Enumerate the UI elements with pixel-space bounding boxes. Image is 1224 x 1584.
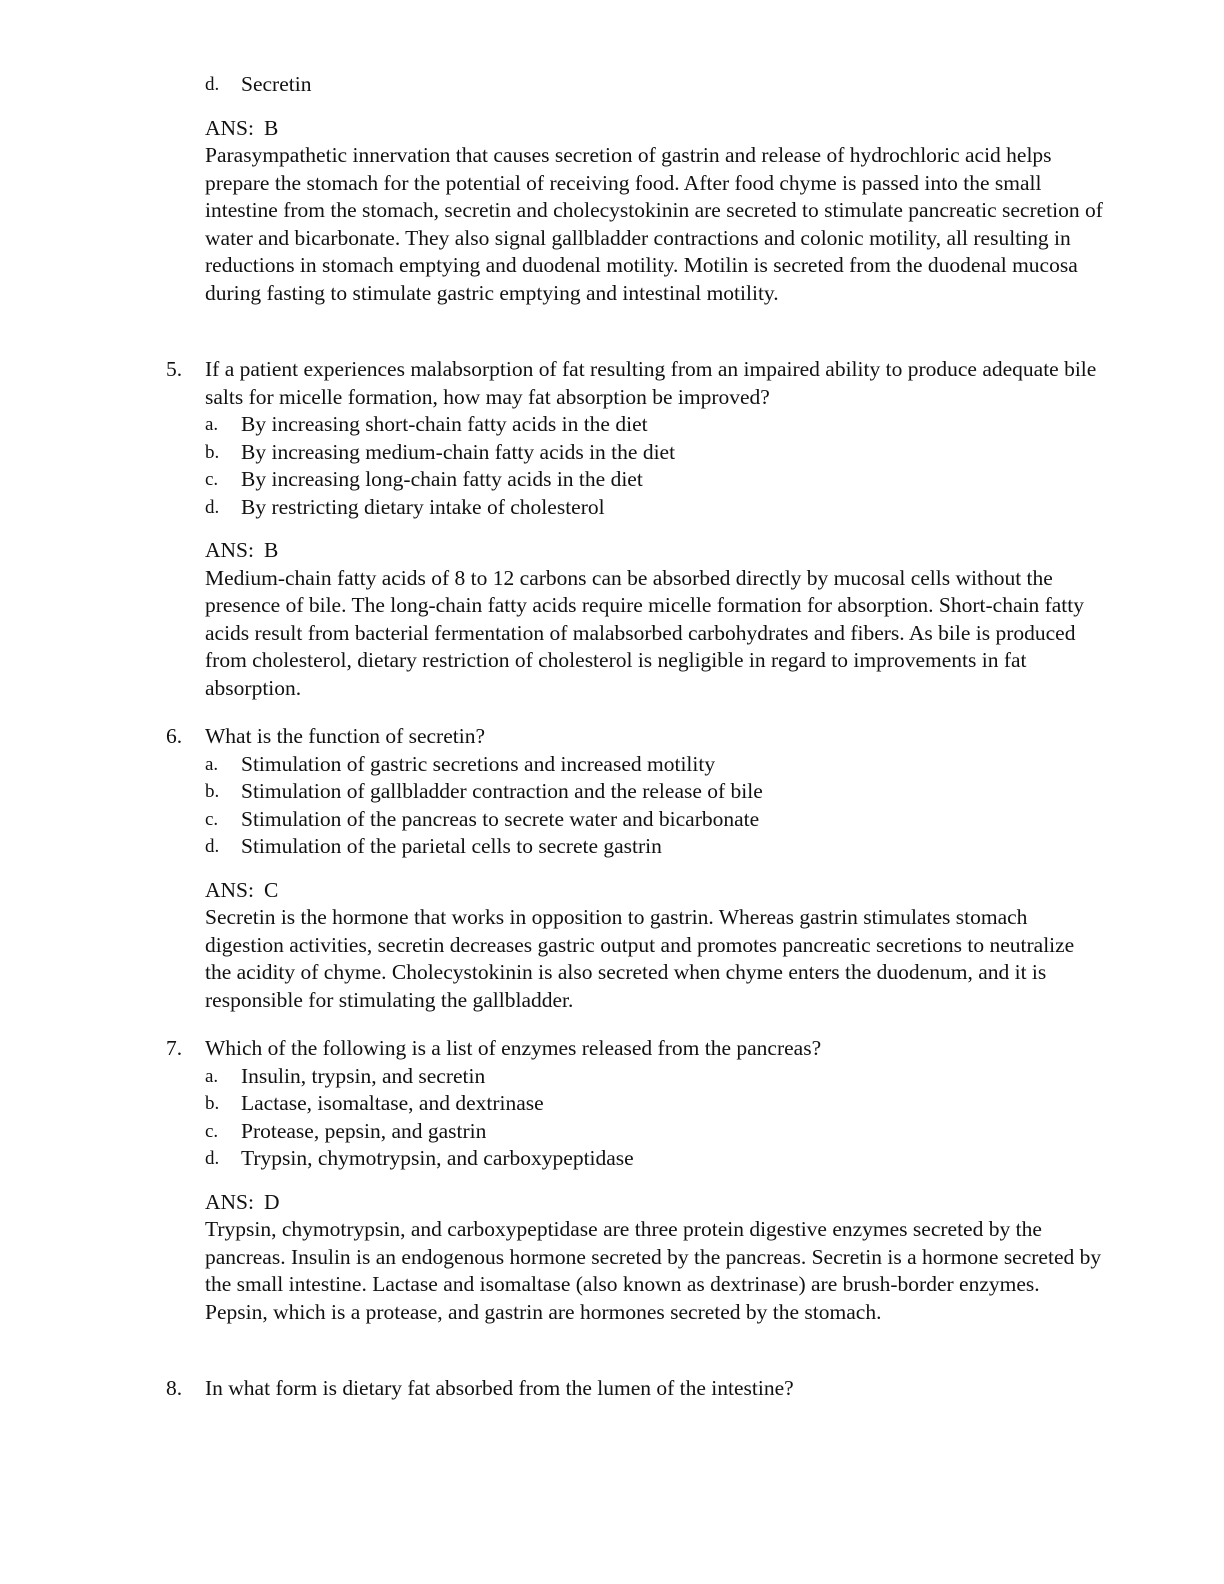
option-d (0, 494, 1224, 522)
option-text: By increasing medium-chain fatty acids in the diet (241, 439, 676, 464)
rationale: Secretin is the hormone that works in opposition to gastrin. Whereas gastrin stimulates stomach digestion activities, secretin decreases gastric output and promotes pancreatic secretions to neutralize the acidity of chyme. Cholecystokinin is also secreted when chyme enters the duodenum, and it is responsible for stimulating the gallbladder. (205, 905, 1075, 1012)
answer-value: B (263, 538, 279, 562)
option-d (0, 71, 1224, 99)
question-6 (0, 723, 1224, 1014)
option-letter: d. (205, 1148, 220, 1169)
answer-value: D (263, 1189, 280, 1214)
option-text: Secretin (241, 72, 312, 96)
question-text: Which of the following is a list of enzymes released from the pancreas? (205, 1036, 822, 1060)
option-b (0, 778, 1224, 806)
option-c (0, 1118, 1224, 1146)
question-number: 7. (166, 1036, 183, 1060)
question-4-continuation (0, 71, 1224, 307)
option-d (0, 833, 1224, 861)
answer-value: C (263, 877, 279, 902)
option-b (0, 1090, 1224, 1118)
option-letter: c. (205, 808, 219, 830)
option-c (0, 806, 1224, 834)
answer-value: B (263, 115, 279, 140)
option-text: Stimulation of gastric secretions and increased motility (241, 751, 716, 776)
option-text: Protease, pepsin, and gastrin (241, 1118, 487, 1143)
option-letter: a. (205, 414, 219, 435)
answer-label: ANS: (205, 115, 254, 140)
answer-label: ANS: (205, 1189, 254, 1214)
option-letter: a. (205, 753, 219, 775)
option-text: By restricting dietary intake of cholesterol (241, 494, 605, 519)
option-letter: c. (205, 469, 219, 490)
question-text: If a patient experiences malabsorption of fat resulting from an impaired ability to produce adequate bile salts for micelle formation, how may fat absorption be improved? (205, 357, 1097, 409)
option-letter: d. (205, 496, 220, 518)
rationale: Parasympathetic innervation that causes secretion of gastrin and release of hydrochloric acid helps prepare the stomach for the potential of receiving food. After food chyme is passed into the small intestine from the stomach, secretin and cholecystokinin are secreted to stimulate pancreatic secretion of water and bicarbonate. They also signal gallbladder contractions and colonic motility, all resulting in reductions in stomach emptying and duodenal motility. Motilin is secreted from the duodenal mucosa during fasting to stimulate gastric emptying and intestinal motility. (205, 143, 1103, 305)
answer-line (205, 1189, 1224, 1217)
option-text: By increasing short-chain fatty acids in the diet (241, 412, 648, 436)
option-a (0, 751, 1224, 779)
option-c (0, 466, 1224, 494)
option-text: Lactase, isomaltase, and dextrinase (241, 1091, 544, 1115)
question-text: What is the function of secretin? (205, 724, 485, 748)
rationale: Trypsin, chymotrypsin, and carboxypeptidase are three protein digestive enzymes secreted by the pancreas. Insulin is an endogenous hormone secreted by the pancreas. Secretin is a hormone secreted by the small intestine. Lactase and isomaltase (also known as dextrinase) are brush-border enzymes. Pepsin, which is a protease, and gastrin are hormones secreted by the stomach. (205, 1217, 1102, 1324)
option-letter: c. (205, 1120, 219, 1142)
option-a (0, 411, 1224, 439)
option-text: Trypsin, chymotrypsin, and carboxypeptidase (241, 1146, 634, 1170)
option-d (0, 1145, 1224, 1173)
answer-line (205, 877, 1224, 905)
option-text: Insulin, trypsin, and secretin (241, 1063, 486, 1088)
option-text: Stimulation of gallbladder contraction and the release of bile (241, 779, 763, 803)
question-8 (0, 1375, 1224, 1403)
rationale: Medium-chain fatty acids of 8 to 12 carbons can be absorbed directly by mucosal cells without the presence of bile. The long-chain fatty acids require micelle formation for absorption. Short-chain fatty acids result from bacterial fermentation of malabsorbed carbohydrates and fibers. As bile is produced from cholesterol, dietary restriction of cholesterol is negligible in regard to improvements in fat absorption. (205, 565, 1085, 700)
option-letter: b. (205, 781, 220, 802)
question-number: 6. (166, 724, 183, 748)
option-letter: d. (205, 74, 220, 95)
question-number: 8. (166, 1376, 183, 1400)
question-5 (0, 356, 1224, 702)
option-letter: b. (205, 441, 220, 463)
answer-line (205, 115, 1224, 143)
answer-line (205, 537, 1224, 565)
answer-label: ANS: (205, 877, 254, 902)
question-7 (0, 1035, 1224, 1326)
option-a (0, 1063, 1224, 1091)
option-b (0, 439, 1224, 467)
question-text: In what form is dietary fat absorbed from the lumen of the intestine? (205, 1376, 794, 1400)
option-letter: d. (205, 836, 220, 857)
option-text: Stimulation of the pancreas to secrete water and bicarbonate (241, 806, 760, 831)
option-text: Stimulation of the parietal cells to secrete gastrin (241, 834, 662, 858)
answer-label: ANS: (205, 538, 254, 562)
option-text: By increasing long-chain fatty acids in the diet (241, 467, 643, 491)
question-number: 5. (166, 357, 183, 381)
option-letter: b. (205, 1093, 220, 1114)
option-letter: a. (205, 1065, 219, 1087)
